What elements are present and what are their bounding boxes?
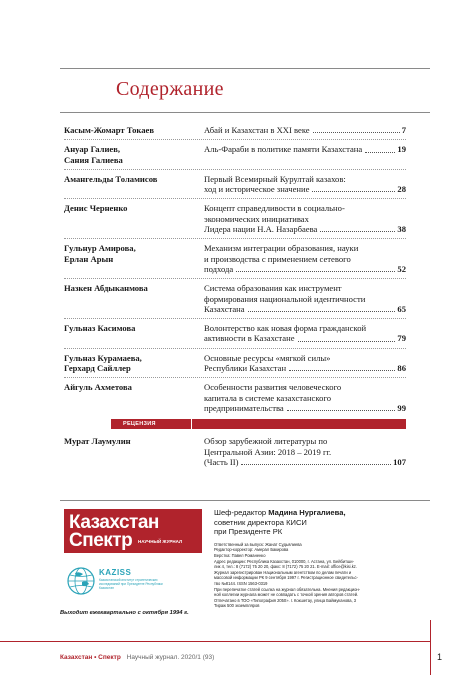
toc-author — [64, 144, 204, 165]
title-line: (Часть II) — [204, 456, 239, 467]
page-number: 1 — [437, 652, 443, 662]
imprint-line: ной коллегии журнала может не совпадать с точкой зрения авторов статей. — [214, 592, 359, 598]
toc-author — [64, 382, 204, 413]
page-ref: 79 — [397, 333, 406, 344]
logo-tag: НАУЧНЫЙ ЖУРНАЛ — [138, 539, 183, 544]
issued-since: Выходит ежеквартально с октября 1994 г. — [60, 610, 189, 616]
title-top-rule — [60, 68, 430, 69]
chief-editor: Шеф-редактор Мадина Нургалиева, советник директора КИСИ при Президенте РК — [214, 508, 346, 537]
title-last-line — [204, 457, 406, 467]
footer-issue: Научный журнал. 2020/1 (93) — [126, 654, 215, 661]
author-name: Денис Черненко — [64, 203, 128, 214]
title-last-line — [204, 264, 406, 274]
toc-entry[interactable] — [64, 239, 406, 279]
toc-article-title — [204, 203, 406, 234]
title-line: Абай и Казахстан в XXI веке — [204, 125, 310, 135]
imprint-line: Отпечатано в ТОО «Типография 2050». г. Кокшетау, улица Баймуканова, 3 — [214, 597, 357, 603]
imprint-line: Верстка: Павел Романенко — [214, 552, 266, 558]
toc-author — [64, 125, 204, 135]
toc-article-title — [204, 323, 406, 344]
toc-entry[interactable] — [64, 199, 406, 239]
title-line: Казахстана — [204, 303, 245, 314]
title-line: экономических инициативах — [204, 213, 309, 224]
section-spacer — [64, 419, 111, 429]
toc-article-title — [204, 243, 406, 274]
imprint-line: лик 4, тел.: 8 (7172) 75 20 20, факс: 8 (7172) 75 20 21. E-mail: office@kisi.kz. — [214, 564, 357, 570]
title-line: Республики Казахстан — [204, 363, 287, 374]
leader-dots — [289, 370, 395, 371]
page-ref: 65 — [397, 303, 406, 314]
title-last-line — [204, 125, 406, 135]
page-ref: 28 — [397, 184, 406, 195]
footer-brand: Казахстан • Спектр — [60, 654, 121, 661]
author-name: Ануар Галиев, — [64, 144, 121, 155]
page-ref: 86 — [397, 363, 406, 374]
page-ref: 52 — [397, 263, 406, 274]
title-line: Механизм интеграции образования, науки — [204, 243, 359, 254]
toc-entry[interactable] — [64, 140, 406, 170]
toc-author — [64, 283, 204, 314]
toc-article-title — [204, 436, 406, 467]
author-name: Амангельды Толамисов — [64, 173, 158, 184]
toc-entry[interactable] — [64, 378, 406, 417]
title-line: предпринимательства — [204, 402, 284, 413]
section-header — [64, 419, 406, 429]
kaziss-logo — [66, 566, 206, 606]
imprint-line: Адрес редакции: Республика Казахстан, 010000, г. Астана, ул. Бейбитши- — [214, 558, 354, 564]
page-ref: 19 — [397, 144, 406, 155]
imprint-line: Журнал зарегистрирован Национальным агентством по делам печати и — [214, 569, 352, 575]
toc-entry[interactable] — [64, 170, 406, 200]
toc-entry[interactable] — [64, 319, 406, 349]
title-line: Лидера нации Н.А. Назарбаева — [204, 224, 318, 235]
title-line: активности в Казахстане — [204, 333, 295, 344]
title-line: ход и историческое значение — [204, 184, 310, 195]
leader-dots — [312, 191, 395, 192]
title-last-line — [204, 224, 406, 234]
author-name: Назкен Абдыканмова — [64, 283, 148, 294]
logo-line1: Казахстан — [69, 512, 159, 533]
page-ref: 99 — [397, 402, 406, 413]
title-line: капитала в системе казахстанского — [204, 392, 332, 403]
imprint-details — [214, 542, 432, 609]
toc-article-title — [204, 125, 406, 135]
page-ref: 38 — [397, 224, 406, 235]
toc-author — [64, 353, 204, 374]
title-line: и производства с применением сетевого — [204, 253, 351, 264]
toc-author — [64, 436, 204, 467]
title-line: Система образования как инструмент — [204, 283, 342, 294]
imprint-line: Ответственный за выпуск: Жанат Судьялиева — [214, 541, 302, 547]
imprint-line: Тираж 500 экземпляров — [214, 603, 260, 609]
title-last-line — [204, 333, 406, 343]
section-label: РЕЦЕНЗИЯ — [111, 419, 191, 429]
page-ref: 107 — [393, 456, 406, 467]
author-name: Гульназ Касимова — [64, 323, 136, 334]
footer — [60, 654, 214, 661]
title-last-line — [204, 144, 406, 154]
title-line: Особенности развития человеческого — [204, 382, 342, 393]
leader-dots — [365, 152, 395, 153]
title-last-line — [204, 304, 406, 314]
toc-article-title — [204, 144, 406, 165]
leader-dots — [236, 271, 395, 272]
leader-dots — [241, 464, 391, 465]
toc-author — [64, 174, 204, 195]
author-name: Сания Галиева — [64, 154, 123, 165]
title-line: Первый Всемирный Курултай казахов: — [204, 173, 346, 184]
leader-dots — [320, 231, 395, 232]
author-name: Мурат Лаумулин — [64, 436, 131, 447]
journal-logo — [64, 509, 202, 553]
imprint-top-rule — [60, 500, 430, 501]
imprint-line: Редактор-корректор: Амерал Бакирова — [214, 547, 289, 553]
title-last-line — [204, 403, 406, 413]
author-name: Гульназ Курамаева, — [64, 352, 142, 363]
imprint-line: тво №8144. ISSN 1563-0319 — [214, 580, 268, 586]
leader-dots — [313, 132, 400, 133]
author-name: Касым-Жомарт Токаев — [64, 125, 154, 135]
section-bar-fill — [192, 419, 406, 429]
toc-author — [64, 203, 204, 234]
toc-article-title — [204, 283, 406, 314]
title-last-line — [204, 363, 406, 373]
footer-rule — [0, 641, 430, 642]
title-bottom-rule — [60, 112, 430, 113]
toc-entry[interactable] — [64, 279, 406, 319]
kaziss-name: KAZISS — [99, 568, 132, 577]
toc-entry[interactable] — [64, 349, 406, 379]
toc-article-title — [204, 353, 406, 374]
author-name: Ерлан Арын — [64, 253, 114, 264]
author-name: Айгуль Ахметова — [64, 382, 132, 393]
footer-vertical-rule — [430, 620, 431, 675]
title-line: Основные ресурсы «мягкой силы» — [204, 352, 331, 363]
imprint — [214, 508, 432, 609]
imprint-line: массовой информации РК 9 сентября 1997 г. Регистрационное свидетельс- — [214, 575, 358, 581]
author-name: Гульнур Амирова, — [64, 243, 136, 254]
page-title: Содержание — [116, 78, 224, 100]
globe-icon — [66, 566, 96, 596]
title-line: формирования национальной идентичности — [204, 293, 366, 304]
kaziss-description: Казахстанский институт стратегических исследований при Президенте Республики Казахстан — [99, 578, 163, 591]
imprint-line: При перепечатке статей ссылка на журнал обязательна. Мнения редакцион- — [214, 586, 361, 592]
leader-dots — [287, 410, 396, 411]
toc-entry[interactable] — [64, 432, 406, 471]
title-line: Волонтерство как новая форма гражданской — [204, 323, 367, 334]
title-line: Обзор зарубежной литературы по — [204, 436, 328, 447]
toc-entry[interactable] — [64, 121, 406, 140]
logo-line2: Спектр — [69, 530, 133, 551]
title-last-line — [204, 184, 406, 194]
leader-dots — [248, 311, 396, 312]
toc-article-title — [204, 382, 406, 413]
toc-author — [64, 323, 204, 344]
title-line: подхода — [204, 263, 234, 274]
title-line: Центральной Азии: 2018 – 2019 гг. — [204, 446, 332, 457]
page-ref: 7 — [401, 125, 406, 135]
title-line: Аль-Фараби в политике памяти Казахстана — [204, 144, 363, 155]
toc-article-title — [204, 174, 406, 195]
leader-dots — [298, 341, 396, 342]
title-line: Концепт справедливости в социально- — [204, 203, 345, 214]
toc-author — [64, 243, 204, 274]
author-name: Герхард Сайллер — [64, 363, 131, 374]
table-of-contents — [64, 121, 406, 471]
